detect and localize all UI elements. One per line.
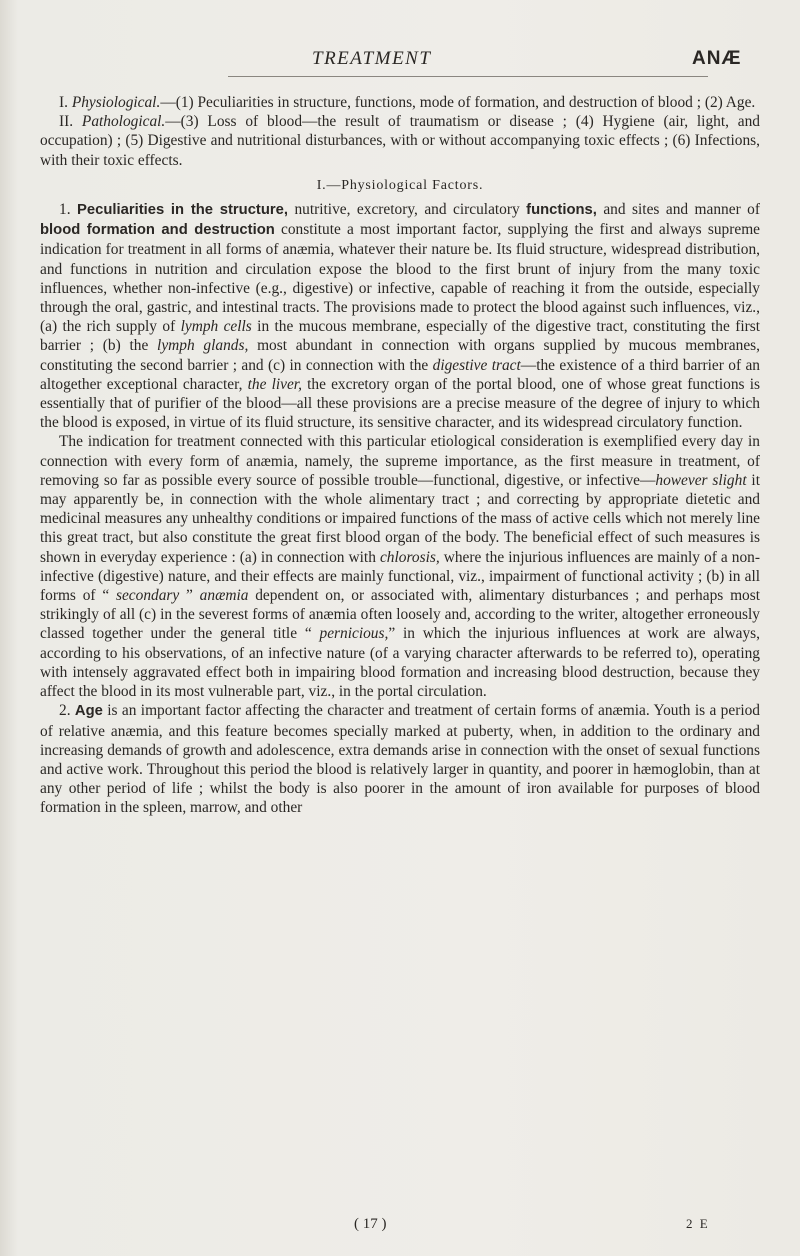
page-footer [0,1216,800,1238]
text-run: the excretory organ of the portal blood, one of whose great functions is essentially that of purifier of the blood—all these provisions are a precise measure of the degree of injury to which the blood is exposed, in virtue of its fluid structure, its sensitive character, and its widespread circulatory function. [40,375,760,432]
italic-term: chlorosis, [379,548,440,566]
paragraph-number: 2. [59,702,75,720]
running-head-title: TREATMENT [312,48,432,69]
section-heading: I.—Physiological Factors. [316,177,484,193]
italic-term: digestive tract [432,356,521,374]
text-run: dependent on, or associated with, alimentary disturbances ; and perhaps most strikingly of all (c) in the severest forms of anæmia often loosely and, according to the writer, altogether erroneously classed together under the general title “ [40,587,761,643]
text-run: in the mucous membrane, especially of the digestive tract, constituting the first barrier ; (b) the [40,318,760,355]
paragraph-text: —(1) Peculiarities in structure, functions, mode of formation, and destruction of blood ; (2) Age. [160,94,756,111]
italic-term: pernicious, [319,625,389,643]
text-run: most abundant in connection with organs supplied by mucous membranes, constituting the second barrier ; and (c) in connection with the [40,337,760,374]
paragraph-text: —(3) Loss of blood—the result of traumatism or disease ; (4) Hygiene (air, light, and occupation) ; (5) Digestive and nutritional disturbances, with or without accompanying toxic effects ; (6) Infections, with their toxic effects. [40,113,760,169]
running-head [0,48,800,76]
text-run: The indication for treatment connected with this particular etiological consideration is exemplified every day in connection with every form of anæmia, namely, the supreme importance, as the first measure in treatment, of removing so far as possible every source of possible trouble—functional, digestive, or infective— [40,433,760,489]
paragraph-physiological [40,93,760,112]
body-text [40,93,760,818]
text-run: ” [179,587,200,605]
paragraph-age [40,701,760,817]
italic-term: the liver, [247,375,302,393]
paragraph-number: 1. [59,201,78,219]
header-rule [228,76,708,77]
page-number: ( 17 ) [354,1216,387,1232]
list-label: II. [59,113,82,131]
paragraph-heading: Pathological. [81,113,166,131]
text-run: is an important factor affecting the character and treatment of certain forms of anæmia. Youth is a period of relative anæmia, and this feature becomes specially marked at puberty, when, in addition to the ordinary and increasing demands of growth and adolescence, extra demands arise in connection with the onset of sexual functions and active work. Throughout this period the blood is relatively larger in quantity, and poorer in hæmoglobin, than at any other period of life ; whilst the body is also poorer in the amount of iron available for purposes of blood formation in the spleen, marrow, and other [40,702,761,817]
bold-term: functions, [526,202,597,219]
text-run: —the existence of a third barrier of an altogether exceptional character, [40,356,760,393]
text-run: constitute a most important factor, supplying the first and always supreme indication for treatment in all forms of anæmia, whatever their nature be. Its fluid structure, widespread distribution, and functions in nutrition and circulation expose the blood to the first brunt of injury from the many toxic influences, whether non-infective (e.g., digestive) or infective, capable of reaching it from the outside, especially through the oral, gastric, and intestinal tracts. The provisions made to protect the blood against such influences, viz., (a) the rich supply of [40,221,761,336]
bold-term: Peculiarities in the structure, [77,202,288,219]
signature-mark: 2 E [686,1216,710,1231]
running-head-catchword: ANÆ [692,48,742,69]
text-run: nutritive, excretory, and circulatory [288,201,527,219]
text-run: and sites and manner of [596,201,760,219]
bold-term: Age [74,703,103,720]
text-run: ” in which the injurious influences at work are always, according to his observations, of an infective nature (of a varying character afterwards to be referred to), operating with intensely aggravated effect both in impairing blood formation and increasing blood destruction, because they affect the blood in its most vulnerable part, viz., in the portal circulation. [40,625,760,701]
italic-term: however slight [655,471,747,489]
italic-term: anæmia [199,587,249,605]
text-run: it may apparently be, in connection with the whole alimentary tract ; and correcting by appropriate dietetic and medicinal measures any unhealthy conditions or impaired functions of the mass of active cells which not merely line this great tract, but also constitute the great first blood organ of the body. The beneficial effect of such measures is shown in everyday experience : (a) in connection with [40,471,760,566]
italic-term: lymph glands, [157,337,249,355]
paragraph-indication [40,432,760,701]
list-label: I. [59,94,72,111]
italic-term: lymph cells [180,318,252,336]
text-run: where the injurious influences are mainly of a non-infective (digestive) nature, and their effects are mainly functional, viz., impairment of functional activity ; (b) in all forms of “ [40,548,760,605]
paragraph-pathological [40,112,760,170]
paragraph-heading: Physiological. [71,94,161,111]
bold-term: blood formation and destruction [40,222,275,239]
paragraph-peculiarities [40,200,760,432]
italic-term: secondary [115,587,180,605]
